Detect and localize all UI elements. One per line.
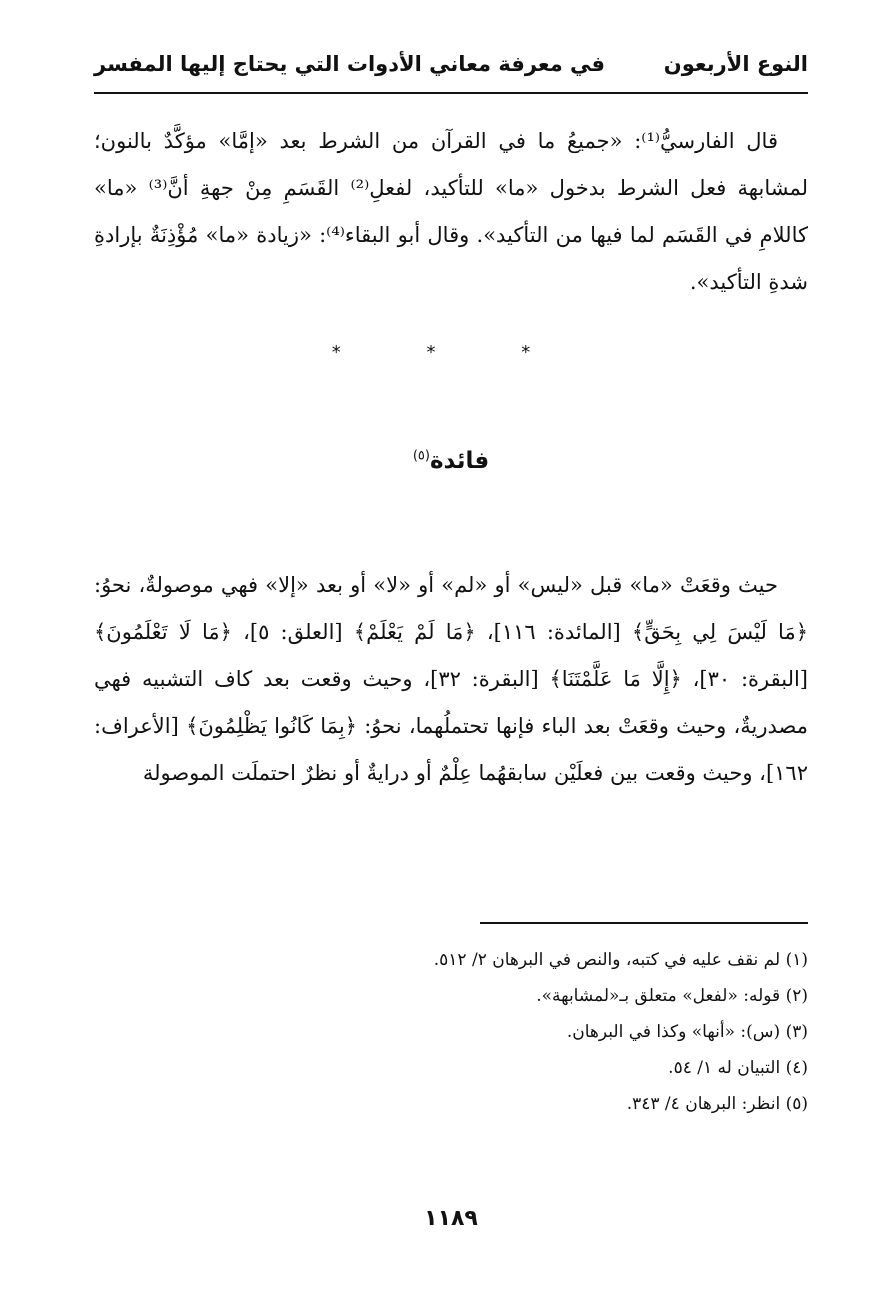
footnote-item: (٢) قوله: «لفعل» متعلق بـ«لمشابهة». [536,986,808,1006]
footnote-item: (٤) التبيان له ١/ ٥٤. [668,1058,808,1078]
footnote-item: (٣) (س): «أنها» وكذا في البرهان. [566,1022,808,1042]
paragraph-farisi: قال الفارسيُّ⁽¹⁾: «جميعُ ما في القرآن من الشرط بعد «إمَّا» مؤكَّدٌ بالنون؛ لمشابهة فعل الشرط بدخول «ما» للتأكيد، لفعلِ⁽²⁾ القَسَمِ مِنْ جهةِ أنَّ⁽³⁾ «ما» كاللامِ في القَسَم لما فيها من التأكيد». وقال أبو البقاء⁽⁴⁾: «زيادة «ما» مُؤْذِنَةٌ بإرادةِ شدةِ التأكيد». [94,129,808,294]
main-text-block-1 [94,118,808,306]
footnotes-list [94,942,808,1122]
chapter-heading: النوع الأربعون [663,52,808,76]
header-title: في معرفة معاني الأدوات التي يحتاج إليها المفسر [94,52,606,76]
header-divider [94,92,808,94]
section-heading [94,448,808,474]
section-title-text: فائدة [429,448,490,474]
footnote-item: (١) لم نقف عليه في كتبه، والنص في البرهان ٢/ ٥١٢. [433,950,808,970]
page-number: ١١٨٩ [424,1206,478,1231]
paragraph-ma-usage: حيث وقعَتْ «ما» قبل «ليس» أو «لم» أو «لا» أو بعد «إلا» فهي موصولةٌ، نحوُ: ﴿مَا لَيْسَ لِي بِحَقٍّ﴾ [المائدة: ١١٦]، ﴿مَا لَمْ يَعْلَمْ﴾ [العلق: ٥]، ﴿مَا لَا تَعْلَمُونَ﴾ [البقرة: ٣٠]، ﴿إِلَّا مَا عَلَّمْتَنَا﴾ [البقرة: ٣٢]، وحيث وقعت بعد كاف التشبيه فهي مصدريةٌ، وحيث وقعَتْ بعد الباء فإنها تحتملُهما، نحوُ: ﴿بِمَا كَانُوا يَظْلِمُونَ﴾ [الأعراف: ١٦٢]، وحيث وقعت بين فعلَيْن سابقهُما عِلْمٌ أو درايةٌ أو نظرٌ احتملَت الموصولة [94,573,808,785]
section-separator: * * * [331,342,571,363]
footnote-divider [480,922,808,924]
section-footnote-mark: (٥) [412,448,430,464]
main-text-block-2 [94,562,808,797]
running-header [94,52,808,88]
footnote-item: (٥) انظر: البرهان ٤/ ٣٤٣. [626,1094,808,1114]
